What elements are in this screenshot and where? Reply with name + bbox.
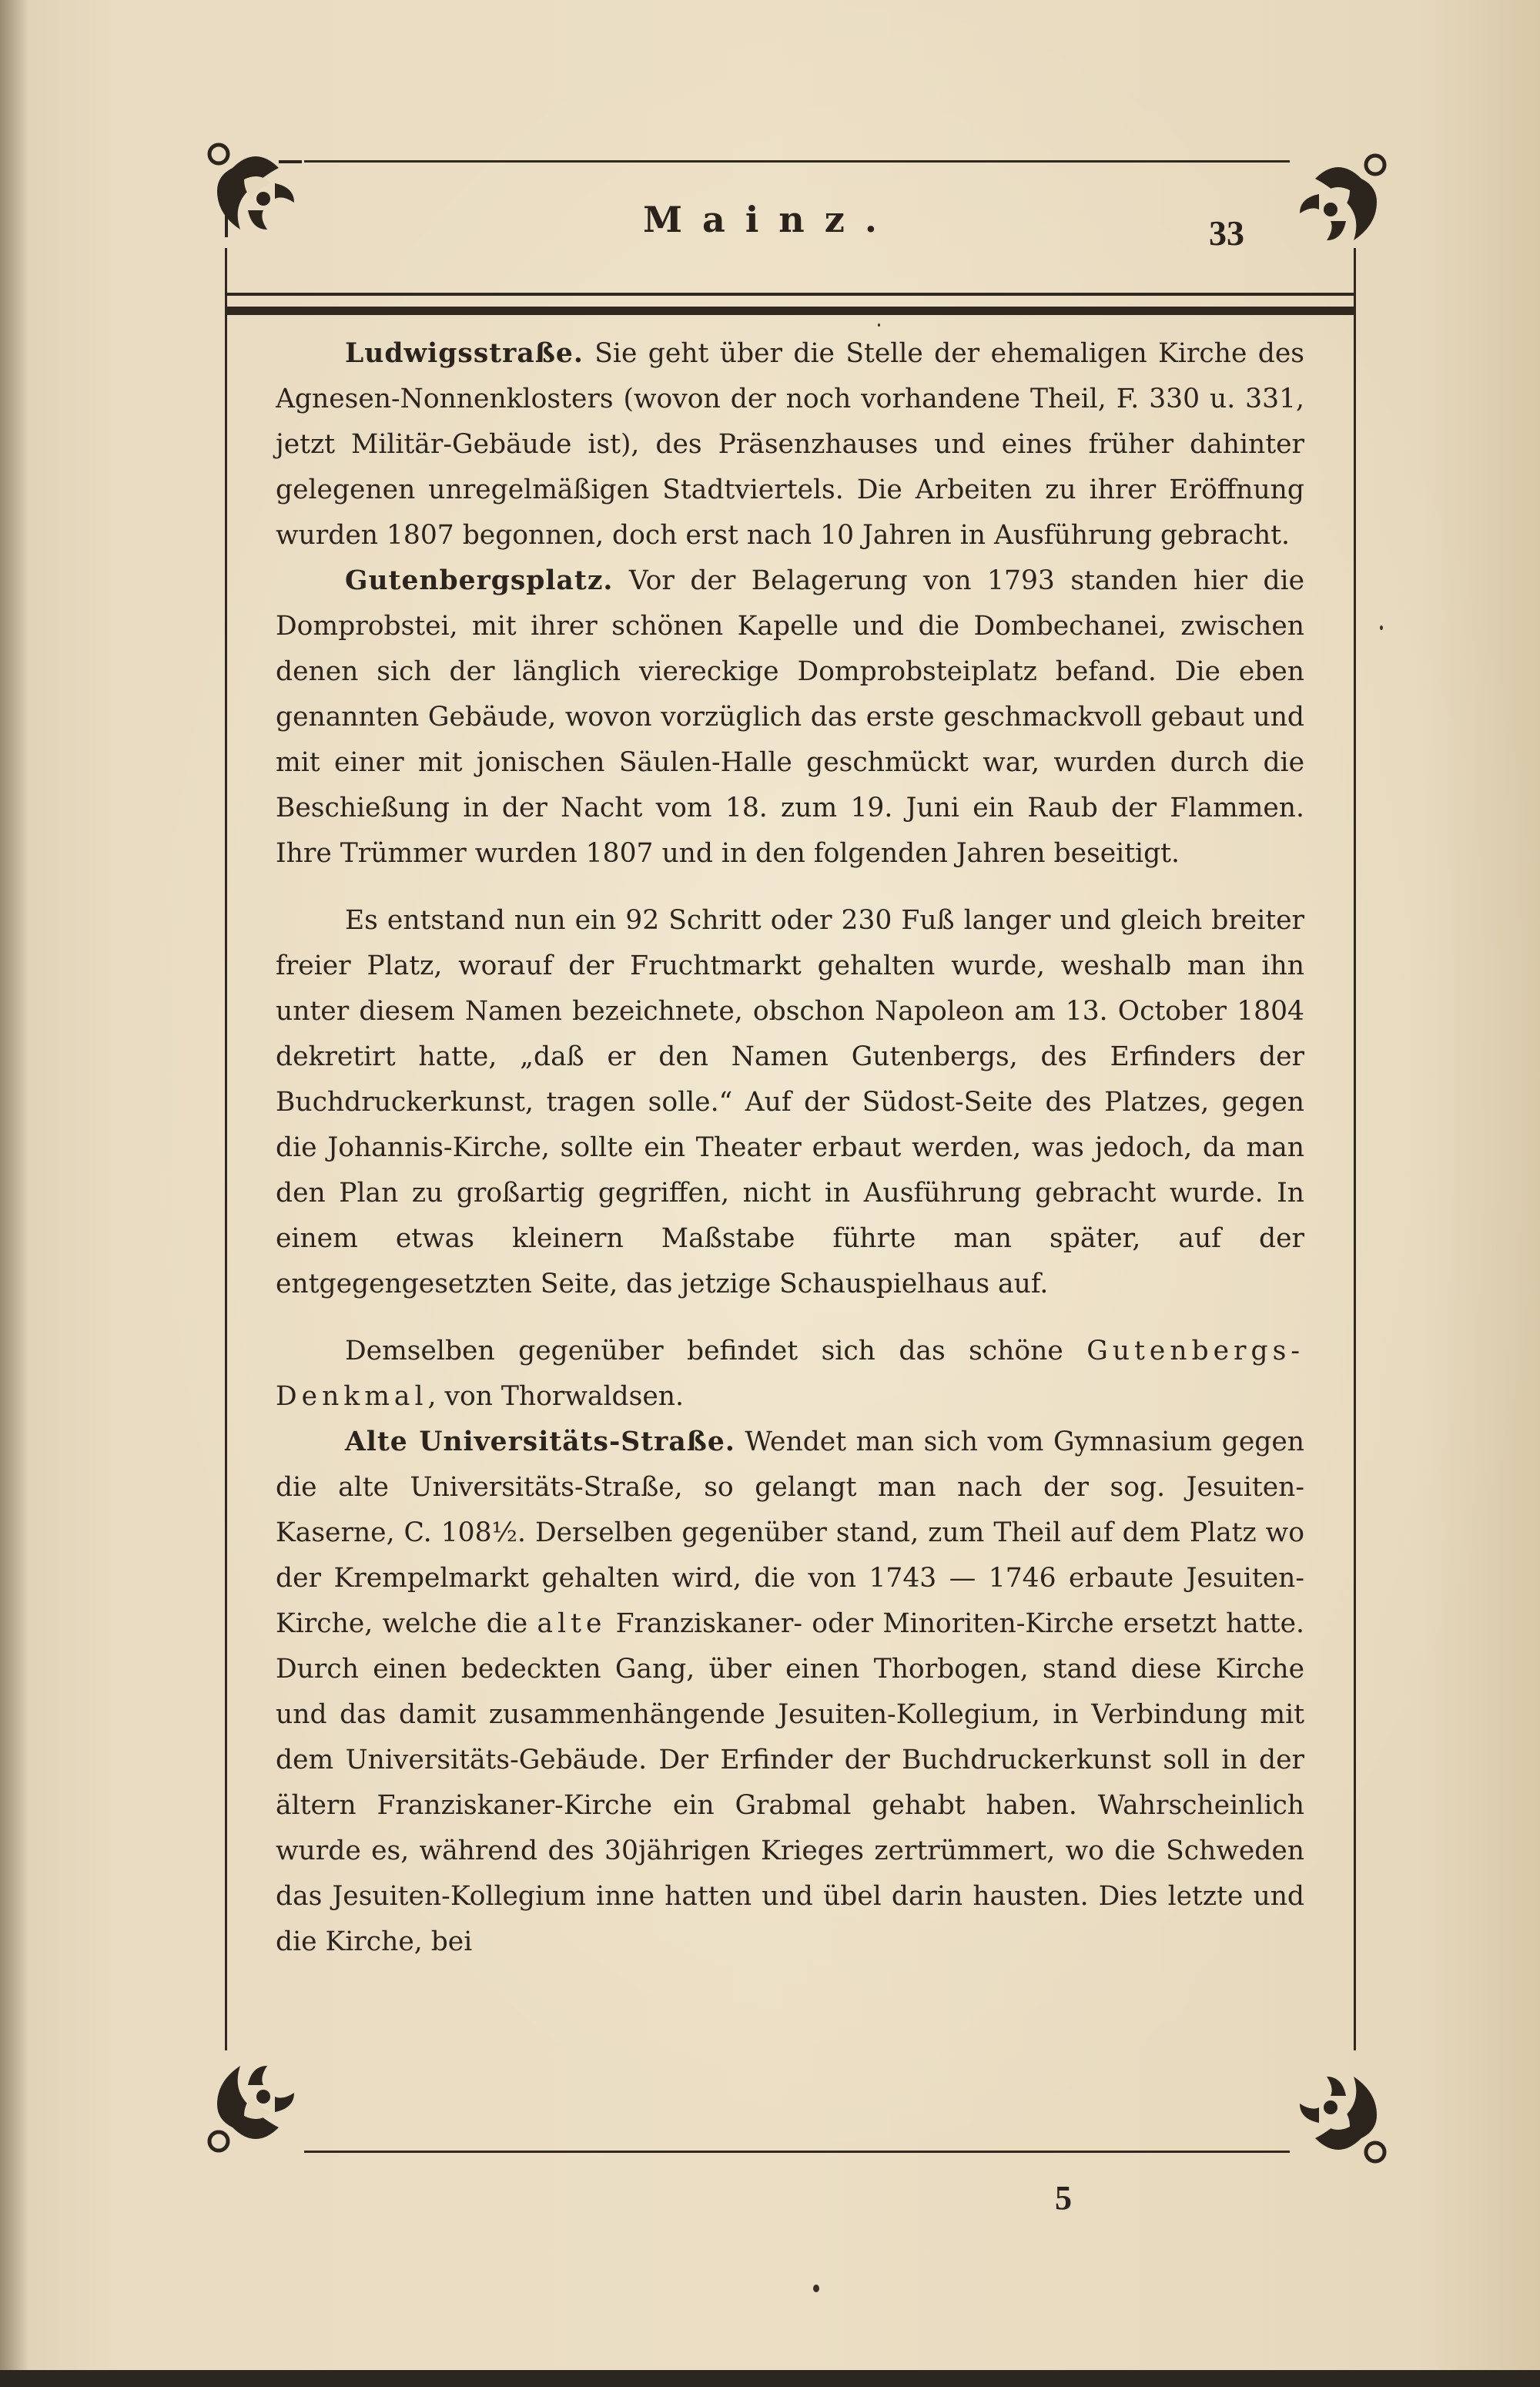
header-rule-thick [225, 307, 1355, 315]
corner-ornament-icon [1284, 2061, 1392, 2169]
frame-rule-top [304, 160, 1290, 163]
paragraph-ludwigsstrasse [276, 331, 1304, 558]
frame-rule-right [1354, 248, 1356, 2050]
paragraph-text: Sie geht über die Stelle der ehemaligen Kirche des Agnesen-Nonnenklosters (wovon der noch vorhandene Theil, F. 330 u. 331, jetzt Militär-Gebäude ist), des Präsenzhauses und eines früher dahinter gelegenen unregelmäßigen Stadtviertels. Die Arbeiten zu ihrer Eröffnung wurden 1807 begonnen, doch erst nach 10 Jahren in Ausführung gebracht. [276, 338, 1304, 551]
paragraph-text: Demselben gegenüber befindet sich das schöne [345, 1336, 1087, 1366]
paper-speck [1380, 625, 1383, 630]
paper-speck [878, 324, 880, 327]
paragraph-fruchtmarkt [276, 898, 1304, 1307]
paragraph-text: Wendet man sich vom Gymnasium gegen die alte Universitäts-Straße, so gelangt man nach der sog. Jesuiten-Kaserne, C. 108½. Derselben gegenüber stand, zum Theil auf dem Platz wo der Krempelmarkt gehalten wird, die von 1743 — 1746 erbaute Jesuiten-Kirche, welche die [276, 1427, 1304, 1639]
header-rule-thin [225, 293, 1355, 296]
corner-ornament-icon [202, 137, 310, 245]
paragraph-text: Vor der Belagerung von 1793 standen hier die Domprobstei, mit ihrer schönen Kapelle und die Dombechanei, zwischen denen sich der länglich viereckige Domprobsteiplatz befand. Die eben genannten Gebäude, wovon vorzüglich das erste geschmackvoll gebaut und mit einer mit jonischen Säulen-Halle geschmückt war, wurden durch die Beschießung in der Nacht vom 18. zum 19. Juni ein Raub der Flammen. Ihre Trümmer wurden 1807 und in den folgenden Jahren beseitigt. [276, 565, 1304, 869]
paragraph-text: Es entstand nun ein 92 Schritt oder 230 Fuß langer und gleich breiter freier Platz, worauf der Fruchtmarkt gehalten wurde, weshalb man ihn unter diesem Namen bezeichnete, obschon Napoleon am 13. October 1804 dekretirt hatte, „daß er den Namen Gutenbergs, des Erfinders der Buchdruckerkunst, tragen solle.“ Auf der Südost-Seite des Platzes, gegen die Johannis-Kirche, sollte ein Theater erbaut werden, was jedoch, da man den Plan zu großartig gegriffen, nicht in Ausführung gebracht wurde. In einem etwas kleinern Maßstabe führte man später, auf der entgegengesetzten Seite, das jetzige Schauspielhaus auf. [276, 905, 1304, 1299]
paragraph-text-tail: Franziskaner- oder Minoriten-Kirche ersetzt hatte. Durch einen bedeckten Gang, über einen Thorbogen, stand diese Kirche und das damit zusammenhängende Jesuiten-Kollegium, in Verbindung mit dem Universitäts-Gebäude. Der Erfinder der Buchdruckerkunst soll in der ältern Franziskaner-Kirche ein Grabmal gehabt haben. Wahrscheinlich wurde es, während des 30jährigen Krieges zertrümmert, wo die Schweden das Jesuiten-Kollegium inne hatten und übel darin hausten. Dies letzte und die Kirche, bei [276, 1608, 1304, 1957]
page-bottom-edge [0, 2370, 1540, 2387]
page-number: 33 [1209, 213, 1244, 253]
frame-rule-left [225, 248, 227, 2050]
paragraph-gutenbergsplatz [276, 558, 1304, 877]
gutter-shadow [0, 0, 29, 2387]
section-heading: Ludwigsstraße. [345, 338, 584, 369]
paragraph-denkmal [276, 1329, 1304, 1420]
paragraph-text-tail: , von Thorwaldsen. [427, 1381, 684, 1412]
spaced-emphasis: alte [537, 1608, 607, 1639]
section-heading: Gutenbergsplatz. [345, 565, 614, 596]
paragraph-universitaets-strasse [276, 1420, 1304, 1965]
spaced-emphasis: Gutenbergs-Denkmal [276, 1336, 1304, 1412]
corner-ornament-icon [1284, 148, 1392, 256]
paper-speck [813, 2285, 819, 2292]
frame-rule-bottom [304, 2151, 1290, 2153]
signature-mark: 5 [1055, 2179, 1072, 2217]
corner-ornament-icon [202, 2050, 310, 2158]
section-heading: Alte Universitäts-Straße. [345, 1427, 735, 1457]
body-text [276, 331, 1304, 1965]
running-title: Mainz. [643, 199, 897, 240]
